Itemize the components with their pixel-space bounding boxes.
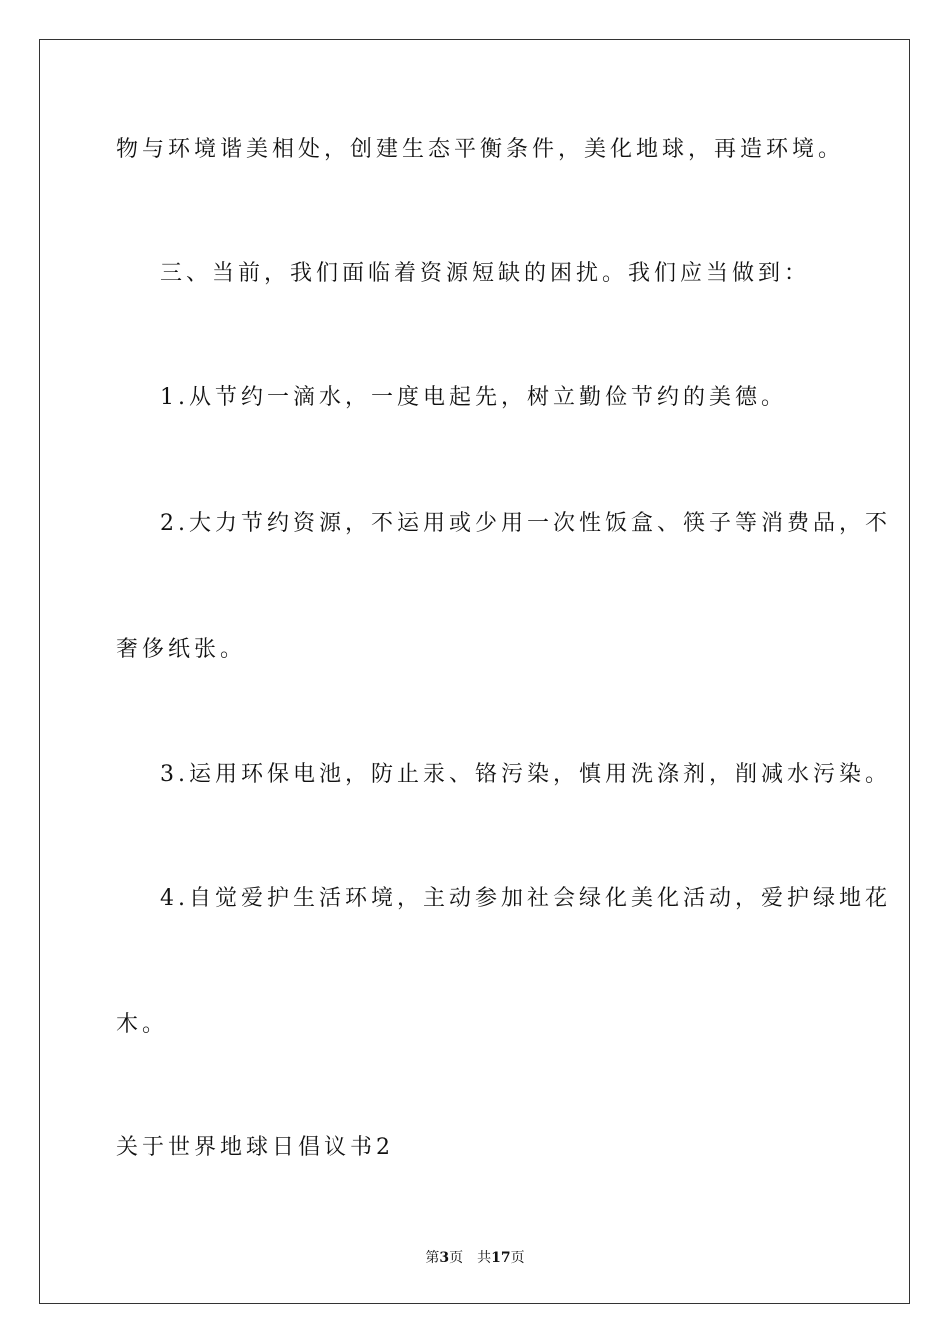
- page-footer: [0, 1249, 950, 1267]
- total-suffix: 页: [510, 1250, 525, 1266]
- document-subtitle: 关于世界地球日倡议书2: [116, 1135, 394, 1160]
- total-pages: 17: [491, 1250, 511, 1266]
- paragraph-line-1: 物与环境谐美相处，创建生态平衡条件，美化地球，再造环境。: [116, 137, 845, 162]
- section-heading-3: 三、当前，我们面临着资源短缺的困扰。我们应当做到：: [160, 261, 811, 286]
- total-prefix: 共: [477, 1250, 492, 1266]
- page-suffix: 页: [449, 1250, 464, 1266]
- list-item-4-continued: 木。: [116, 1012, 169, 1037]
- list-item-3: 3.运用环保电池，防止汞、铬污染，慎用洗涤剂，削减水污染。: [160, 762, 891, 787]
- list-item-2-continued: 奢侈纸张。: [116, 637, 247, 662]
- page-border: [39, 39, 910, 1304]
- page-number: 3: [439, 1250, 450, 1266]
- list-item-4: 4.自觉爱护生活环境，主动参加社会绿化美化活动，爱护绿地花: [160, 886, 891, 911]
- list-item-2: 2.大力节约资源，不运用或少用一次性饭盒、筷子等消费品，不: [160, 511, 891, 536]
- page-prefix: 第: [425, 1250, 440, 1266]
- list-item-1: 1.从节约一滴水，一度电起先，树立勤俭节约的美德。: [160, 385, 787, 410]
